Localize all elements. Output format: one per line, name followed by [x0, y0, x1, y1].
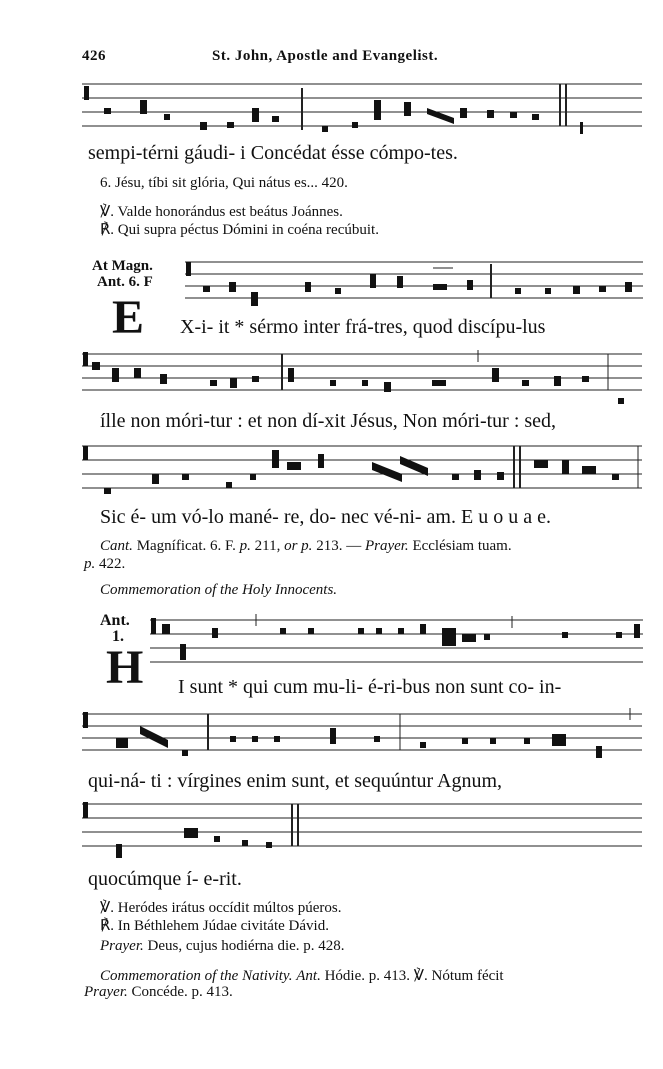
versicle-sign-2: ℣.: [100, 900, 115, 916]
response-sign: ℟.: [100, 222, 115, 238]
versicle-line-2: ℣. Heródes irátus occídit múltos púeros.: [100, 900, 342, 916]
lyrics-staff-4: Sic é- um vó-lo mané- re, do- nec vé-ni- am. E u o u a e.: [100, 506, 551, 528]
drop-cap-h: H: [106, 641, 144, 694]
lyrics-staff-1: sempi-térni gáudi- i Concédat ésse cómpo-tes.: [88, 142, 458, 164]
nativity-line: Commemoration of the Nativity. Ant. Hódie. p. 413. ℣. Nótum fécit: [100, 968, 504, 984]
lyrics-staff-3: ílle non móri-tur : et non dí-xit Jésus, Non móri-tur : sed,: [100, 410, 557, 432]
chant-staff-6: [82, 708, 642, 768]
page-number: 426: [82, 48, 106, 64]
response-line-2: ℟. In Béthlehem Júdae civitáte Dávid.: [100, 918, 329, 934]
versicle-line: ℣. Valde honorándus est beátus Joánnes.: [100, 204, 343, 220]
running-title: St. John, Apostle and Evangelist.: [212, 48, 439, 64]
chant-staff-2: [185, 256, 643, 310]
response-sign-2: ℟.: [100, 918, 115, 934]
chant-staff-5: [150, 614, 643, 674]
lyrics-staff-5: I sunt * qui cum mu-li- é-ri-bus non sunt co- in-: [178, 676, 562, 698]
ant-label-1: Ant.: [100, 612, 130, 629]
antiphon-label-2: Ant. 6. F: [97, 274, 153, 290]
commemoration-heading-innocents: Commemoration of the Holy Innocents.: [100, 582, 338, 598]
prayer-line: Prayer. Deus, cujus hodiérna die. p. 428.: [100, 938, 345, 954]
hymn-verse-line: 6. Jésu, tíbi sit glória, Qui nátus es... 420.: [100, 175, 348, 191]
chant-staff-1: [82, 78, 642, 140]
chant-staff-4: [82, 440, 642, 506]
response-line: ℟. Qui supra péctus Dómini in coéna recúbuit.: [100, 222, 379, 238]
lyrics-staff-7: quocúmque í- e-rit.: [88, 868, 242, 890]
cant-label: Cant.: [100, 538, 133, 554]
canticle-line: Cant. Magníficat. 6. F. p. 211, or p. 213. — Prayer. Ecclésiam tuam.: [100, 538, 512, 554]
ant-label-2: 1.: [112, 628, 124, 645]
lyrics-staff-2: X-i- it * sérmo inter frá-tres, quod discípu-lus: [180, 316, 546, 338]
drop-cap-e: E: [112, 291, 145, 344]
antiphon-label-1: At Magn.: [92, 258, 153, 274]
chant-staff-7: [82, 798, 642, 862]
nativity-prayer-line: Prayer. Concéde. p. 413.: [84, 984, 233, 1000]
canticle-line-cont: p. 422.: [84, 556, 126, 572]
versicle-sign: ℣.: [100, 204, 115, 220]
lyrics-staff-6: qui-ná- ti : vírgines enim sunt, et sequúntur Agnum,: [88, 770, 503, 792]
chant-staff-3: [82, 348, 642, 410]
